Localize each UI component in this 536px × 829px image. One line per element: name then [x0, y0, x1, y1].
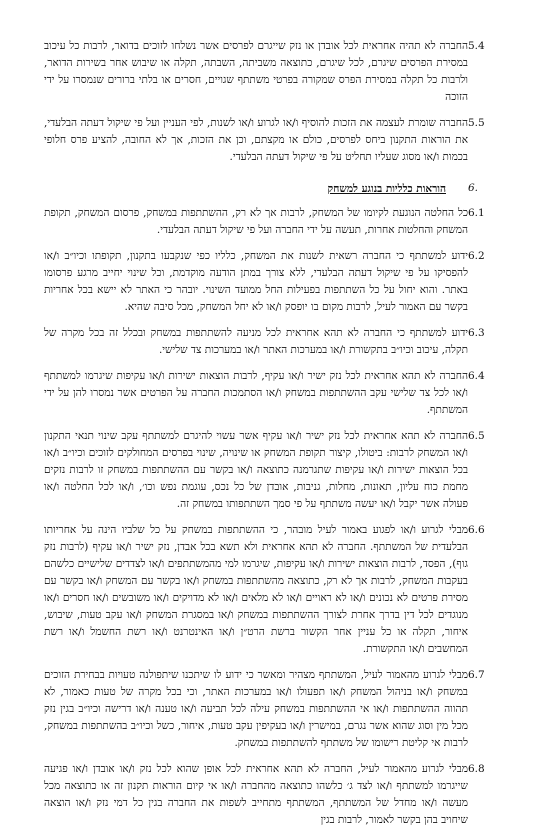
clause-text: ידוע למשתתף כי החברה רשאית לשנות את המשחק, כלליו כפי שנקבעו בתקנון, תקופתו וכיו״ב ו/או להפסיקו על פי שיקול דעתה הבלעדי, ללא צורך במתן הודעה מוקדמת, וכל שינוי יחייב מרגע פרסומו באתר. והוא יחול על כל השתתפות בפעילות החל ממועד השינוי. יובהר כי האתר לא יישא בכל אחריות בקשר עם האמור לעיל, לרבות מקום בו יופסק ו/או לא יחל המשחק, מכל סיבה שהיא.	[44, 250, 468, 313]
clause-text: החברה לא תהא אחראית לכל נזק ישיר ו/או עקיף אשר עשוי להיגרם למשתתף עקב שינוי תנאי התקנון ו/או המשחק לרבות: ביטולו, קיצור תקופת המשחק או שינויה, שינוי בפרסים המחולקים לזוכים וכיו״ב ו/או בכל הוצאות ישירות ו/או עקיפות שתגרמנה כתוצאה ו/או בקשר עם ההשתתפות במשחק זו לרבות נזקים מחמת כוח עליון, תאונות, מחלות, גניבות, אובדן של כל נכס, עוגמת נפש וכו׳, ו/או לכל החלטה ו/או פעולה אשר יקבל ו/או יעשה משתתף על פי סמך השתתפותו במשחק זה.	[44, 430, 468, 510]
clause-number: 6.3	[468, 327, 485, 339]
clause-number: 5.5	[468, 117, 485, 129]
clause-6-8	[44, 761, 498, 829]
clause-5-5	[44, 115, 498, 166]
clause-text: מבלי לגרוע מהאמור לעיל, המשתתף מצהיר ומאשר כי ידוע לו שיתכנו שיתפולנה טעויות בבחירת הזוכים במשחק ו/או בניהול המשחק ו/או תפעולו ו/או במערכות האתר, וכי בכל מקרה של טעות כאמור, לא תהווה ההשתתפות ו/או אי ההשתתפות במשחק עילה לכל תביעה ו/או טענה ו/או דרישה וכיו״ב בגין נזק מכל מין וסוג שהוא אשר נגרם, במישרין ו/או בעקיפין עקב טעות, איחור, כשל וכיו״ב בהשתתפות במשחק, לרבות אי קליטת רישומו של משתתף להשתתפות במשחק.	[44, 669, 468, 749]
clause-number: 6.1	[468, 207, 485, 219]
clause-number: 6.2	[468, 250, 485, 262]
clause-text: החברה שומרת לעצמה את הזכות להוסיף ו/או לגרוע ו/או לשנות, לפי העניין ועל פי שיקול דעתה הבלעדי, את הוראות התקנון ביחס לפרסים, כולם או מקצתם, וכן את הזכות, אך לא החובה, להציע פרס חלופי בכמות ו/או מסוג שעליו תחליט על פי שיקול דעתה הבלעדי.	[44, 117, 468, 163]
clause-6-5	[44, 428, 498, 513]
clause-6-1	[44, 205, 498, 239]
clause-text: ידוע למשתתף כי החברה לא תהא אחראית לכל מניעה להשתתפות במשחק ובכלל זה בכל מקרה של תקלה, עיכוב וכיו״ב בתקשורת ו/או במערכות האתר ו/או במערכות צד שלישי.	[44, 327, 468, 356]
clause-number: 6.4	[468, 370, 485, 382]
clause-6-7	[44, 667, 498, 752]
clause-number: 6.8	[468, 763, 485, 775]
clause-number: 5.4	[468, 40, 485, 52]
clause-number: 6.5	[468, 430, 485, 442]
clause-text: מבלי לגרוע מהאמור לעיל, החברה לא תהא אחראית לכל אופן שהוא לכל נזק ו/או אובדן ו/או פגיעה שייגרמו למשתתף ו/או לצד ג׳ כלשהו כתוצאה מהחברה ו/או אי קיום הוראות תקנון זה או כתוצאה מכל מעשה ו/או מחדל של המשתתף, המשתתף מתחייב לשפות את החברה בגין כל דמי נזק ו/או הוצאה שיחויב בהן בקשר לאמור, לרבות בגין	[44, 763, 468, 826]
clause-number: 6.7	[468, 669, 485, 681]
clause-6-2	[44, 248, 498, 316]
section-title: הוראות כלליות בנוגע למשחק	[327, 182, 446, 195]
clause-6-3	[44, 325, 498, 359]
clause-text: החברה לא תהא אחראית לכל נזק ישיר ו/או עקיף, לרבות הוצאות ישירות ו/או עקיפות שיגרמו למשתתף ו/או לכל צד שלישי עקב ההשתתפות במשחק ו/או הסתמכות החברה על הפרטים אשר נמסרו להן על ידי המשתתף.	[44, 370, 468, 416]
clause-number: 6.6	[468, 524, 485, 536]
clause-text: מבלי לגרוע ו/או לפגוע באמור לעיל מובהר, כי ההשתתפות במשחק על כל שלביו הינה על אחריותו הבלעדית של המשתתף. החברה לא תהא אחראית ולא תשא בכל אבדן, נזק ישיר ו/או עקיף (לרבות נזק גוף), הפסד, לרבות הוצאות ישירות ו/או עקיפות, שיגרמו למי מהמשתתפים ו/או לצדדים שלישיים כלשהם בעקבות המשחק, לרבות אך לא רק, כתוצאה מהשתתפות במשחק ו/או בקשר עם המשחק ו/או בקשר עם מסירת פרטים לא נכונים ו/או לא ראויים ו/או לא מלאים ו/או לא מדויקים ו/או משובשים ו/או חסרים ו/או מנוגדים לכל דין בדרך אחרת לצורך ההשתתפות במשחק ו/או במסגרת המשחק ו/או עקב טעות, שיבוש, איחור, תקלה או כל עניין אחר הקשור ברשת הרט״ן ו/או האינטרנט ו/או רשת החשמל ו/או רשת המחשבים ו/או התקשורת.	[44, 524, 468, 655]
clause-5-4	[44, 38, 498, 106]
clause-6-4	[44, 368, 498, 419]
clause-text: כל החלטה הנוגעת לקיומו של המשחק, לרבות אך לא רק, ההשתתפות במשחק, פרסום המשחק, תקופת המשחק והחלטות אחרות, תעשה על ידי החברה ועל פי שיקול דעתה הבלעדי.	[44, 207, 468, 236]
section-number: 6.	[468, 182, 479, 194]
clause-6-6	[44, 522, 498, 658]
clause-text: החברה לא תהיה אחראית לכל אובדן או נזק שייגרם לפרסים אשר נשלחו לזוכים בדואר, לרבות כל עיכוב במסירת הפרסים שיגרם, לכל שיגרם, כתוצאה משביתה, השבתה, תקלה או שיבוש אחר בשירות הדואר, ולרבות כל תקלה במסירת הפרס שמקורה בפרטי משתתף שגויים, חסרים או בלתי ברורים שנמסרו על ידי הזוכה	[44, 40, 468, 103]
section-heading	[44, 180, 498, 197]
